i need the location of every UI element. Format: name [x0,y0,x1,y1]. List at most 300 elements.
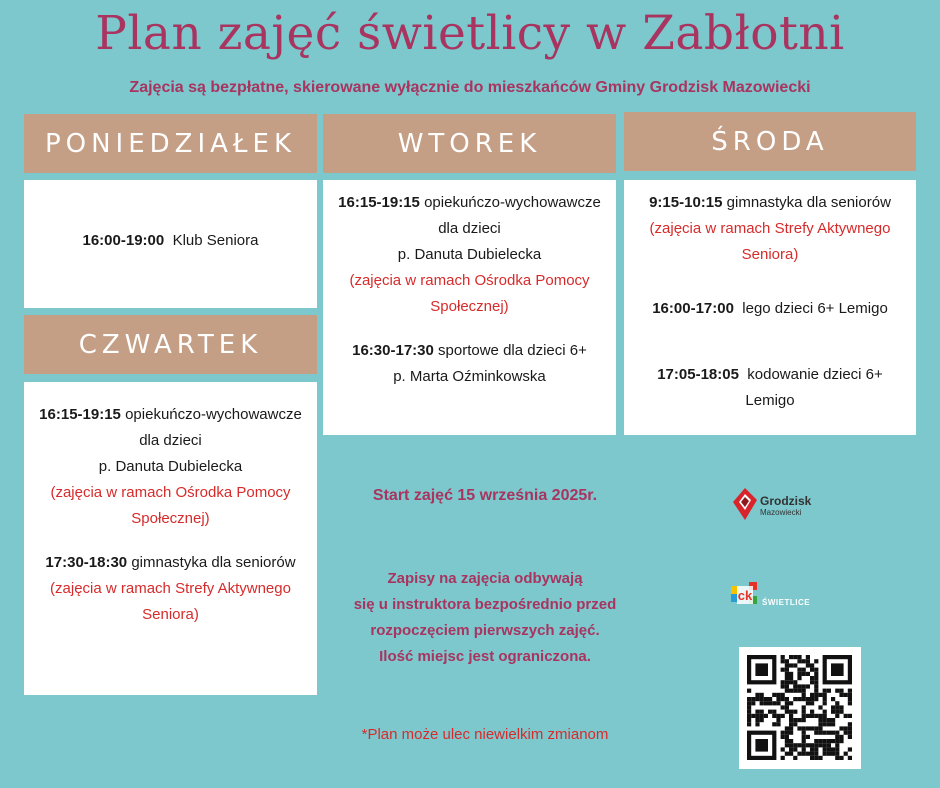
qr-module [797,668,801,672]
qr-module [823,693,827,697]
qr-module [848,731,852,735]
schedule-entry [24,402,317,532]
qr-module [785,743,789,747]
qr-module [823,731,827,735]
qr-module [789,680,793,684]
entry-note: (zajęcia w ramach Strefy Aktywnego [649,220,891,237]
qr-module [776,701,780,705]
entry-text: lego dzieci 6+ Lemigo [742,300,888,317]
qr-module [802,739,806,743]
qr-module [797,718,801,722]
day-box-tuesday [323,180,616,435]
qr-module [823,743,827,747]
qr-module [802,705,806,709]
qr-module [747,710,751,714]
qr-module [844,731,848,735]
qr-module [814,659,818,663]
qr-module [806,672,810,676]
qr-module [802,697,806,701]
entry-text: opiekuńczo-wychowawcze [424,194,601,211]
qr-module [793,697,797,701]
entry-text: sportowe dla dzieci 6+ [438,342,587,359]
qr-module [818,722,822,726]
qr-module [823,714,827,718]
qr-module [772,714,776,718]
qr-module [793,663,797,667]
qr-module [814,739,818,743]
qr-module [814,680,818,684]
qr-module [789,747,793,751]
entry-time: 17:05-18:05 [657,366,739,383]
qr-code [739,647,861,769]
qr-module [781,747,785,751]
qr-module [827,747,831,751]
qr-module [802,752,806,756]
qr-module [806,743,810,747]
qr-module [831,705,835,709]
day-header-monday: PONIEDZIAŁEK [24,114,317,173]
qr-module [755,718,759,722]
qr-module [827,722,831,726]
qr-module [764,701,768,705]
qr-module [789,663,793,667]
qr-module [776,693,780,697]
qr-module [823,701,827,705]
qr-module [747,689,751,693]
qr-module [810,710,814,714]
qr-module [755,693,759,697]
entry-note-cont: Seniora) [142,606,199,623]
qr-module [835,747,839,751]
qr-module [793,655,797,659]
qr-module [789,676,793,680]
qr-module [793,684,797,688]
qr-module [802,726,806,730]
disclaimer: *Plan może ulec niewielkim zmianom [361,726,609,743]
qr-module [781,731,785,735]
day-header-wednesday: ŚRODA [624,112,916,171]
entry-note-cont: Seniora) [741,246,799,263]
qr-module [789,731,793,735]
entry-time: 16:30-17:30 [352,342,434,359]
qr-finder [755,663,768,676]
enrollment-line: Ilość miejsc jest ograniczona. [379,648,591,665]
qr-module [797,672,801,676]
qr-module [835,752,839,756]
qr-module [823,718,827,722]
qr-module [772,722,776,726]
start-info: Start zajęć 15 września 2025r. [372,487,598,504]
schedule-entry [323,338,616,390]
qr-module [810,676,814,680]
qr-module [823,710,827,714]
qr-module [810,701,814,705]
qr-module [785,701,789,705]
qr-module [747,722,751,726]
qr-module [810,747,814,751]
grodzisk-logo-sub: Mazowiecki [760,508,802,517]
qr-module [760,710,764,714]
qr-module [751,714,755,718]
qr-module [785,684,789,688]
qr-module [818,756,822,760]
qr-module [835,731,839,735]
qr-module [848,722,852,726]
qr-module [839,710,843,714]
qr-module [835,705,839,709]
qr-module [768,701,772,705]
qr-module [823,747,827,751]
qr-module [814,726,818,730]
qr-module [802,672,806,676]
qr-module [802,735,806,739]
qr-module [810,752,814,756]
qr-module [839,689,843,693]
qr-module [831,731,835,735]
entry-text: gimnastyka dla seniorów [131,554,296,571]
qr-module [810,663,814,667]
qr-module [789,722,793,726]
entry-text: opiekuńczo-wychowawcze [125,406,302,423]
qr-module [760,714,764,718]
qr-module [793,680,797,684]
grodzisk-logo-name: Grodzisk [760,494,812,508]
qr-module [797,684,801,688]
qr-module [848,747,852,751]
qr-module [789,714,793,718]
qr-module [827,718,831,722]
entry-time: 17:30-18:30 [45,554,128,571]
day-box-monday [24,180,317,308]
qr-module [776,722,780,726]
schedule-entry [24,550,317,628]
qr-module [785,668,789,672]
qr-module [789,672,793,676]
qr-module [802,659,806,663]
qr-module [806,697,810,701]
qr-module [793,747,797,751]
qr-module [839,705,843,709]
ck-logo-label: ŚWIETLICE [762,598,811,607]
qr-module [848,756,852,760]
qr-module [831,747,835,751]
qr-module [802,747,806,751]
qr-module [785,672,789,676]
enrollment-line: Zapisy na zajęcia odbywają [387,570,583,587]
qr-module [844,714,848,718]
qr-module [844,726,848,730]
qr-module [785,659,789,663]
qr-module [810,697,814,701]
qr-module [806,663,810,667]
entry-instructor: p. Danuta Dubielecka [98,458,243,475]
qr-module [835,689,839,693]
qr-module [789,718,793,722]
qr-module [814,689,818,693]
qr-module [823,697,827,701]
qr-module [848,701,852,705]
qr-module [781,655,785,659]
entry-text: Klub Seniora [172,232,259,249]
qr-module [772,693,776,697]
qr-module [810,668,814,672]
qr-module [818,731,822,735]
qr-module [810,693,814,697]
qr-module [789,701,793,705]
page-title: Plan zajęć świetlicy w Zabłotni [95,6,845,61]
qr-module [797,689,801,693]
qr-module [785,663,789,667]
qr-module [785,689,789,693]
qr-module [835,714,839,718]
qr-module [810,680,814,684]
qr-module [818,739,822,743]
qr-module [785,726,789,730]
qr-module [831,697,835,701]
qr-module [747,718,751,722]
qr-module [797,743,801,747]
entry-note: (zajęcia w ramach Ośrodka Pomocy [50,484,291,501]
qr-module [802,684,806,688]
qr-module [781,684,785,688]
entry-note-cont: Społecznej) [430,298,509,315]
entry-time: 16:00-19:00 [82,232,165,249]
qr-module [755,710,759,714]
entry-text-cont: Lemigo [745,392,795,409]
qr-module [810,743,814,747]
entry-text: gimnastyka dla seniorów [726,194,891,211]
qr-module [760,718,764,722]
qr-module [810,714,814,718]
qr-module [806,701,810,705]
qr-module [848,697,852,701]
qr-module [789,752,793,756]
qr-module [747,701,751,705]
qr-module [789,739,793,743]
qr-module [781,680,785,684]
qr-module [818,743,822,747]
qr-module [755,714,759,718]
entry-instructor: p. Marta Oźminkowska [393,368,546,385]
qr-module [806,655,810,659]
qr-module [781,756,785,760]
qr-module [844,752,848,756]
qr-module [789,710,793,714]
qr-module [814,714,818,718]
qr-module [818,718,822,722]
schedule-entry [24,228,317,254]
entry-instructor: p. Danuta Dubielecka [397,246,542,263]
entry-time: 16:15-19:15 [338,194,420,211]
qr-module [781,735,785,739]
qr-module [802,689,806,693]
qr-module [835,701,839,705]
qr-module [814,747,818,751]
qr-module [793,710,797,714]
day-box-thursday [24,382,317,695]
qr-module [814,684,818,688]
qr-module [768,710,772,714]
entry-text: kodowanie dzieci 6+ [747,366,883,383]
entry-note-cont: Społecznej) [131,510,210,527]
qr-module [806,714,810,718]
qr-module [806,684,810,688]
qr-module [802,668,806,672]
qr-module [848,693,852,697]
qr-module [814,672,818,676]
qr-module [776,697,780,701]
qr-module [751,701,755,705]
qr-module [760,693,764,697]
day-header-thursday: CZWARTEK [24,315,317,374]
qr-module [839,726,843,730]
qr-module [835,735,839,739]
qr-module [810,756,814,760]
qr-module [776,718,780,722]
qr-module [839,735,843,739]
qr-module [806,659,810,663]
qr-module [772,710,776,714]
qr-module [768,697,772,701]
qr-module [797,659,801,663]
qr-module [831,722,835,726]
qr-module [747,697,751,701]
entry-text-cont: dla dzieci [139,432,202,449]
qr-module [785,710,789,714]
qr-module [835,743,839,747]
qr-module [806,735,810,739]
qr-module [789,726,793,730]
qr-module [789,743,793,747]
qr-module [772,701,776,705]
qr-module [781,693,785,697]
qr-module [785,739,789,743]
qr-module [814,752,818,756]
qr-module [802,743,806,747]
qr-module [823,752,827,756]
qr-module [848,714,852,718]
qr-module [823,739,827,743]
qr-module [797,655,801,659]
entry-time: 16:00-17:00 [652,300,734,317]
ck-mark: ck [737,588,753,603]
qr-module [823,722,827,726]
qr-module [806,726,810,730]
entry-text-cont: dla dzieci [438,220,501,237]
qr-module [785,680,789,684]
qr-module [793,743,797,747]
qr-module [810,726,814,730]
qr-module [760,697,764,701]
qr-module [814,743,818,747]
qr-module [848,735,852,739]
enrollment-info [330,566,640,670]
page-subtitle: Zajęcia są bezpłatne, skierowane wyłącznie do mieszkańców Gminy Grodzisk Mazowiecki [129,79,811,96]
qr-module [818,705,822,709]
schedule-entry [323,190,616,320]
qr-module [747,705,751,709]
entry-note: (zajęcia w ramach Ośrodka Pomocy [349,272,590,289]
qr-module [831,752,835,756]
qr-module [781,714,785,718]
qr-module [802,731,806,735]
qr-module [781,668,785,672]
qr-module [797,676,801,680]
qr-module [764,714,768,718]
qr-module [814,676,818,680]
qr-module [823,689,827,693]
qr-module [814,697,818,701]
schedule-entry [624,362,916,414]
qr-module [818,726,822,730]
qr-module [793,718,797,722]
grodzisk-logo-icon [733,488,757,520]
qr-module [751,697,755,701]
schedule-entry [624,190,916,268]
qr-module [831,710,835,714]
qr-module [848,726,852,730]
qr-module [844,693,848,697]
qr-module [785,697,789,701]
qr-module [831,739,835,743]
qr-module [827,739,831,743]
qr-module [797,726,801,730]
enrollment-line: rozpoczęciem pierwszych zajęć. [370,622,600,639]
qr-module [818,693,822,697]
qr-module [781,697,785,701]
qr-module [848,689,852,693]
qr-module [785,705,789,709]
qr-finder [831,663,844,676]
qr-module [827,689,831,693]
schedule-entry [624,296,916,322]
qr-module [802,710,806,714]
qr-module [785,731,789,735]
day-header-tuesday: WTOREK [323,114,616,173]
qr-module [831,718,835,722]
entry-note: (zajęcia w ramach Strefy Aktywnego [50,580,291,597]
qr-module [814,756,818,760]
qr-module [793,689,797,693]
day-box-wednesday [624,180,916,435]
qr-module [755,722,759,726]
qr-module [781,659,785,663]
qr-module [776,714,780,718]
qr-module [789,655,793,659]
enrollment-line: się u instruktora bezpośrednio przed [353,596,617,613]
qr-module [760,701,764,705]
entry-time: 16:15-19:15 [39,406,121,423]
qr-module [781,705,785,709]
qr-module [839,756,843,760]
qr-module [797,752,801,756]
qr-module [814,668,818,672]
qr-module [827,743,831,747]
qr-module [785,676,789,680]
entry-time: 9:15-10:15 [649,194,723,211]
qr-module [835,710,839,714]
qr-module [827,752,831,756]
qr-module [793,756,797,760]
qr-module [814,731,818,735]
qr-module [835,756,839,760]
qr-module [814,693,818,697]
qr-finder [755,739,768,752]
qr-module [785,752,789,756]
qr-module [764,697,768,701]
qr-module [755,697,759,701]
qr-module [802,693,806,697]
